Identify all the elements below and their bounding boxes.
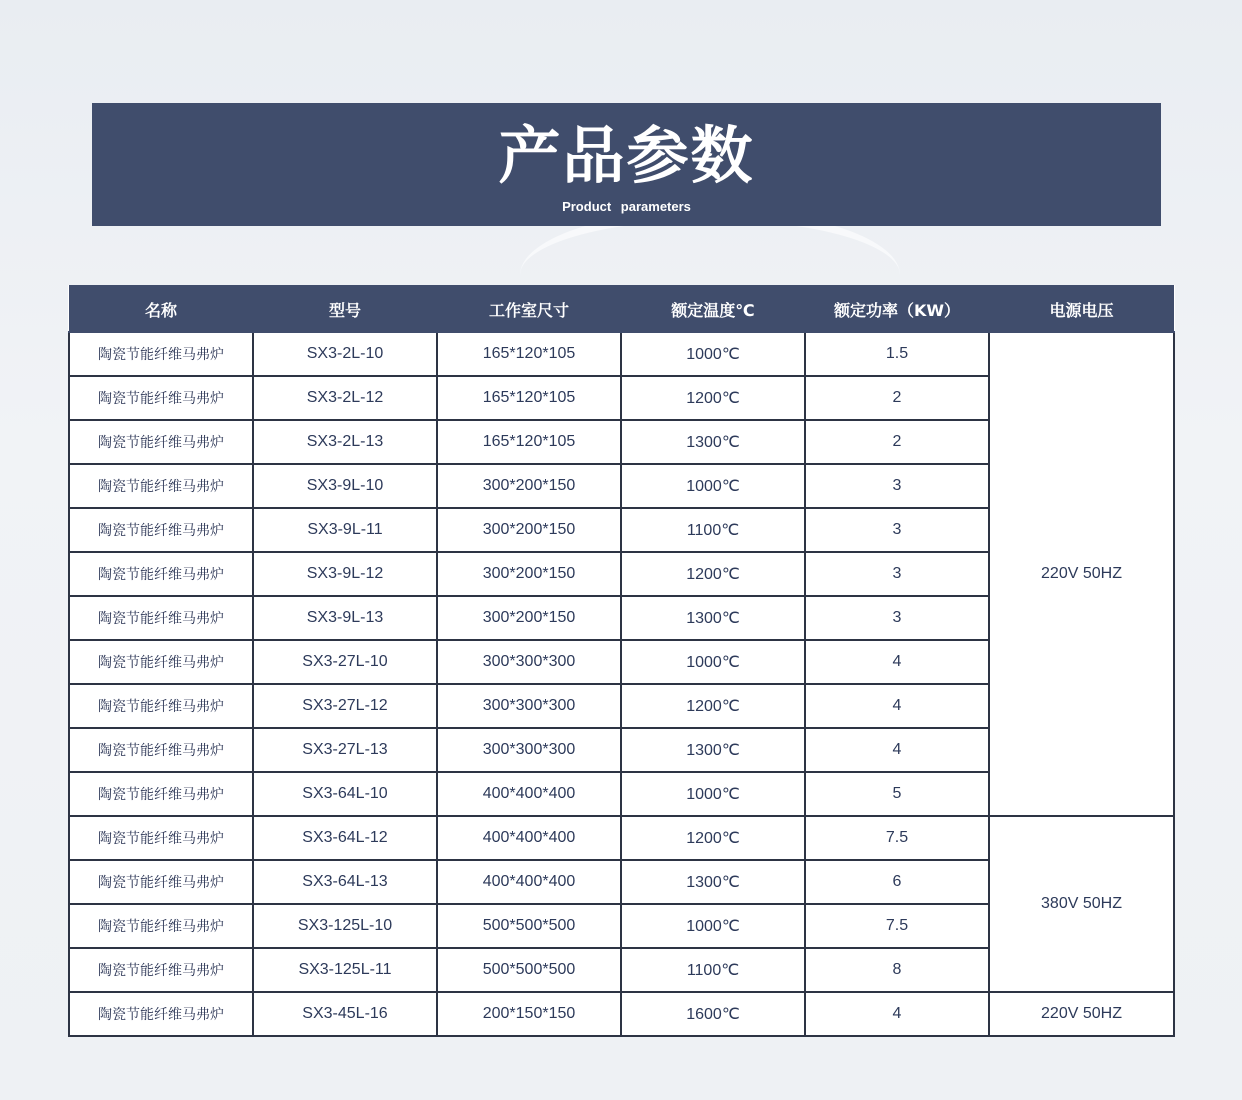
cell-power: 2 bbox=[805, 376, 989, 420]
column-header-power: 额定功率（KW） bbox=[805, 286, 989, 332]
cell-model: SX3-2L-10 bbox=[253, 332, 437, 376]
cell-power: 8 bbox=[805, 948, 989, 992]
cell-temperature: 1300℃ bbox=[621, 728, 805, 772]
cell-model: SX3-2L-13 bbox=[253, 420, 437, 464]
cell-name: 陶瓷节能纤维马弗炉 bbox=[69, 816, 253, 860]
cell-model: SX3-64L-13 bbox=[253, 860, 437, 904]
cell-voltage: 380V 50HZ bbox=[989, 816, 1174, 992]
cell-model: SX3-9L-12 bbox=[253, 552, 437, 596]
cell-name: 陶瓷节能纤维马弗炉 bbox=[69, 948, 253, 992]
cell-power: 5 bbox=[805, 772, 989, 816]
cell-temperature: 1200℃ bbox=[621, 552, 805, 596]
cell-power: 7.5 bbox=[805, 904, 989, 948]
cell-model: SX3-9L-13 bbox=[253, 596, 437, 640]
cell-power: 4 bbox=[805, 684, 989, 728]
cell-power: 6 bbox=[805, 860, 989, 904]
cell-size: 200*150*150 bbox=[437, 992, 621, 1036]
column-header-size: 工作室尺寸 bbox=[437, 286, 621, 332]
cell-temperature: 1300℃ bbox=[621, 860, 805, 904]
cell-size: 400*400*400 bbox=[437, 772, 621, 816]
cell-size: 165*120*105 bbox=[437, 420, 621, 464]
cell-size: 165*120*105 bbox=[437, 332, 621, 376]
cell-size: 500*500*500 bbox=[437, 948, 621, 992]
cell-name: 陶瓷节能纤维马弗炉 bbox=[69, 684, 253, 728]
cell-name: 陶瓷节能纤维马弗炉 bbox=[69, 420, 253, 464]
cell-temperature: 1200℃ bbox=[621, 816, 805, 860]
cell-temperature: 1200℃ bbox=[621, 684, 805, 728]
header-banner bbox=[92, 103, 1161, 226]
cell-model: SX3-27L-10 bbox=[253, 640, 437, 684]
cell-size: 300*200*150 bbox=[437, 552, 621, 596]
table-row bbox=[69, 332, 1174, 376]
cell-name: 陶瓷节能纤维马弗炉 bbox=[69, 508, 253, 552]
cell-size: 300*200*150 bbox=[437, 596, 621, 640]
cell-name: 陶瓷节能纤维马弗炉 bbox=[69, 904, 253, 948]
cell-voltage: 220V 50HZ bbox=[989, 992, 1174, 1036]
cell-model: SX3-27L-12 bbox=[253, 684, 437, 728]
table-header-row bbox=[69, 286, 1174, 332]
page-title: 产品参数 bbox=[498, 119, 755, 192]
cell-model: SX3-125L-10 bbox=[253, 904, 437, 948]
cell-model: SX3-45L-16 bbox=[253, 992, 437, 1036]
table-row bbox=[69, 816, 1174, 860]
cell-temperature: 1300℃ bbox=[621, 596, 805, 640]
cell-power: 1.5 bbox=[805, 332, 989, 376]
cell-model: SX3-9L-10 bbox=[253, 464, 437, 508]
cell-size: 300*200*150 bbox=[437, 508, 621, 552]
cell-temperature: 1000℃ bbox=[621, 640, 805, 684]
cell-power: 2 bbox=[805, 420, 989, 464]
cell-temperature: 1300℃ bbox=[621, 420, 805, 464]
cell-name: 陶瓷节能纤维马弗炉 bbox=[69, 772, 253, 816]
column-header-model: 型号 bbox=[253, 286, 437, 332]
parameters-table bbox=[68, 285, 1175, 1037]
cell-name: 陶瓷节能纤维马弗炉 bbox=[69, 596, 253, 640]
cell-temperature: 1000℃ bbox=[621, 904, 805, 948]
cell-size: 400*400*400 bbox=[437, 860, 621, 904]
cell-size: 300*300*300 bbox=[437, 728, 621, 772]
cell-size: 300*300*300 bbox=[437, 684, 621, 728]
column-header-temperature: 额定温度℃ bbox=[621, 286, 805, 332]
cell-power: 3 bbox=[805, 596, 989, 640]
cell-name: 陶瓷节能纤维马弗炉 bbox=[69, 376, 253, 420]
page-subtitle: Product parameters bbox=[562, 199, 691, 214]
cell-name: 陶瓷节能纤维马弗炉 bbox=[69, 860, 253, 904]
cell-model: SX3-27L-13 bbox=[253, 728, 437, 772]
cell-name: 陶瓷节能纤维马弗炉 bbox=[69, 552, 253, 596]
cell-temperature: 1100℃ bbox=[621, 508, 805, 552]
cell-model: SX3-64L-10 bbox=[253, 772, 437, 816]
cell-voltage: 220V 50HZ bbox=[989, 332, 1174, 816]
cell-power: 3 bbox=[805, 508, 989, 552]
cell-size: 165*120*105 bbox=[437, 376, 621, 420]
cell-temperature: 1000℃ bbox=[621, 332, 805, 376]
cell-power: 3 bbox=[805, 552, 989, 596]
column-header-voltage: 电源电压 bbox=[989, 286, 1174, 332]
cell-model: SX3-125L-11 bbox=[253, 948, 437, 992]
cell-temperature: 1000℃ bbox=[621, 464, 805, 508]
table-row bbox=[69, 992, 1174, 1036]
cell-name: 陶瓷节能纤维马弗炉 bbox=[69, 728, 253, 772]
cell-name: 陶瓷节能纤维马弗炉 bbox=[69, 640, 253, 684]
cell-model: SX3-9L-11 bbox=[253, 508, 437, 552]
cell-model: SX3-2L-12 bbox=[253, 376, 437, 420]
cell-temperature: 1200℃ bbox=[621, 376, 805, 420]
cell-power: 4 bbox=[805, 640, 989, 684]
cell-name: 陶瓷节能纤维马弗炉 bbox=[69, 464, 253, 508]
column-header-name: 名称 bbox=[69, 286, 253, 332]
cell-power: 4 bbox=[805, 728, 989, 772]
cell-size: 300*200*150 bbox=[437, 464, 621, 508]
cell-power: 3 bbox=[805, 464, 989, 508]
cell-model: SX3-64L-12 bbox=[253, 816, 437, 860]
cell-temperature: 1600℃ bbox=[621, 992, 805, 1036]
cell-power: 4 bbox=[805, 992, 989, 1036]
cell-temperature: 1100℃ bbox=[621, 948, 805, 992]
cell-size: 300*300*300 bbox=[437, 640, 621, 684]
cell-size: 500*500*500 bbox=[437, 904, 621, 948]
table-body bbox=[69, 332, 1174, 1036]
cell-name: 陶瓷节能纤维马弗炉 bbox=[69, 992, 253, 1036]
cell-size: 400*400*400 bbox=[437, 816, 621, 860]
cell-name: 陶瓷节能纤维马弗炉 bbox=[69, 332, 253, 376]
cell-power: 7.5 bbox=[805, 816, 989, 860]
cell-temperature: 1000℃ bbox=[621, 772, 805, 816]
